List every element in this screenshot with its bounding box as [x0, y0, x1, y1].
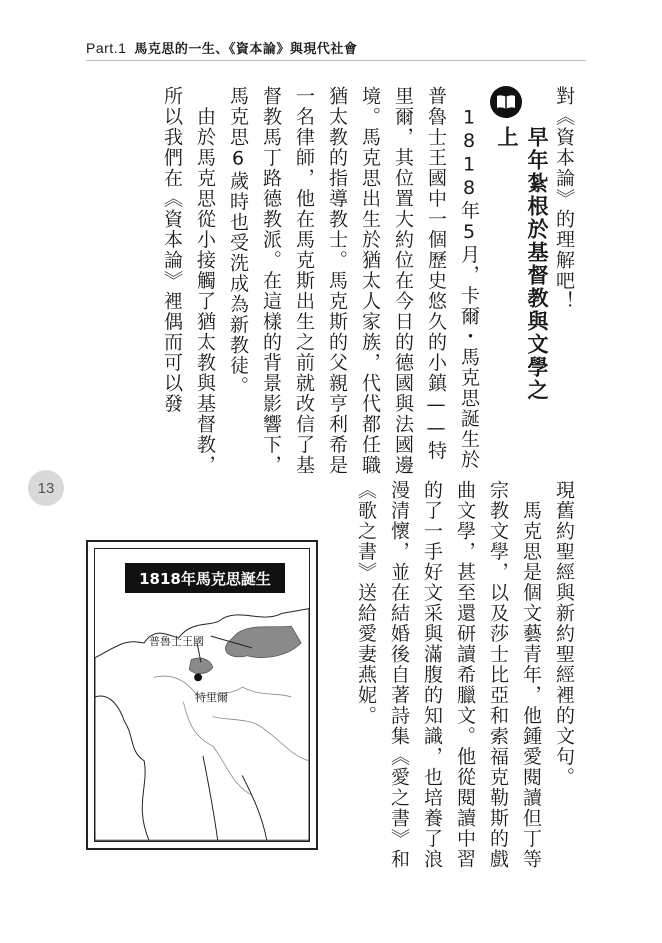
body-paragraph-2: 由於馬克思從小接觸了猶太教與基督教，所以我們在《資本論》裡偶而可以發: [161, 86, 216, 476]
intro-line: 對《資本論》的理解吧！: [553, 86, 575, 312]
page-header: [86, 38, 357, 57]
section-heading: [488, 86, 549, 406]
bottom-paragraph-1: 現舊約聖經與新約聖經裡的文句。: [553, 480, 575, 788]
bottom-text-block: [330, 480, 580, 870]
map-label-prussia: 普魯士王國: [149, 635, 204, 648]
bottom-paragraph-2: 馬克思是個文藝青年，他鍾愛閱讀但丁等宗教文學，以及莎士比亞和索福克勒斯的戲曲文學，甚至還研讀希臘文。他從閱讀中習的了一手好文采與滿腹的知識，也培養了浪漫清懷，並在結婚後自著詩集《愛之書》和《歌之書》送給愛妻燕妮。: [355, 480, 542, 870]
map-figure: [86, 540, 318, 850]
body-paragraph-1: 1818年5月，卡爾・馬克思誕生於普魯士王國中一個歷史悠久的小鎮——特里爾，其位置大約位在今日的德國與法國邊境。馬克思出生於猶太人家族，代代都任職猶太教的指導教士。馬克斯的父親亨利希是一名律師，他在馬克斯出生之前就改信了基督教馬丁路德教派。在這樣的背景影響下，馬克思6歲時也受洗成為新教徒。: [227, 86, 480, 476]
header-part: Part.1: [86, 39, 127, 56]
header-divider: [86, 60, 586, 61]
map-frame: [94, 548, 310, 842]
page-number: 13: [28, 470, 64, 506]
map-title: 1818年馬克思誕生: [125, 563, 285, 593]
section-heading-text: 早年紮根於基督教與文學之上: [495, 126, 549, 402]
header-title: 馬克思的一生、《資本論》與現代社會: [134, 42, 358, 57]
open-book-icon: [490, 86, 522, 118]
map-label-trier: 特里爾: [195, 691, 228, 704]
